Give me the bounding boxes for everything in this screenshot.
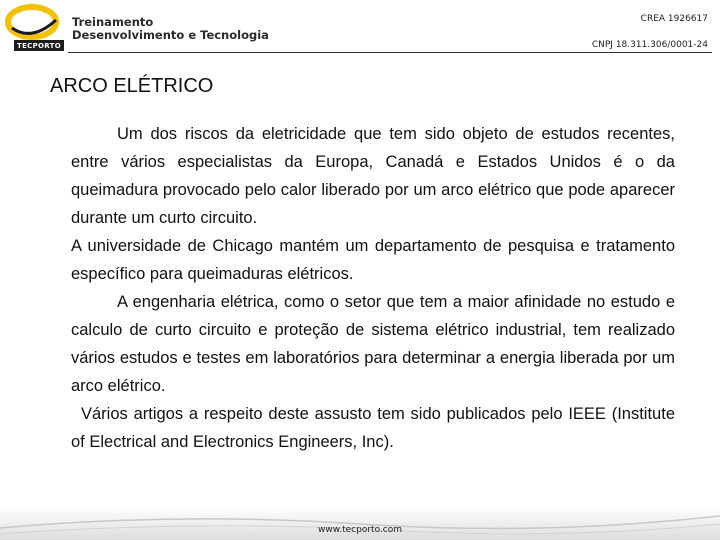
cnpj-number: CNPJ 18.311.306/0001-24	[591, 40, 708, 50]
page-title: ARCO ELÉTRICO	[50, 75, 214, 97]
logo-wordmark: TECPORTO	[14, 40, 64, 51]
paragraph: A universidade de Chicago mantém um departamento de pesquisa e tratamento específico para queimaduras elétricos.	[71, 237, 675, 283]
paragraph: A engenharia elétrica, como o setor que tem a maior afinidade no estudo e calculo de curto circuito e proteção de sistema elétrico industrial, tem realizado vários estudos e testes em laboratórios para determinar a energia liberada por um arco elétrico.	[71, 293, 675, 395]
company-name	[72, 16, 269, 42]
footer-url[interactable]: www.tecporto.com	[317, 525, 402, 535]
company-logo	[4, 2, 68, 52]
crea-number: CREA 1926617	[640, 14, 708, 24]
paragraph: Vários artigos a respeito deste assusto tem sido publicados pelo IEEE (Institute of Electrical and Electronics Engineers, Inc).	[71, 405, 675, 451]
page-header	[0, 0, 720, 56]
footer-band	[0, 506, 720, 540]
document-body	[71, 120, 675, 456]
company-line-2: Desenvolvimento e Tecnologia	[72, 28, 269, 42]
paragraph: Um dos riscos da eletricidade que tem sido objeto de estudos recentes, entre vários especialistas da Europa, Canadá e Estados Unidos é o da queimadura provocado pelo calor liberado por um arco elétrico que pode aparecer durante um curto circuito.	[71, 125, 675, 227]
header-divider	[68, 52, 712, 53]
company-line-1: Treinamento	[72, 15, 154, 29]
